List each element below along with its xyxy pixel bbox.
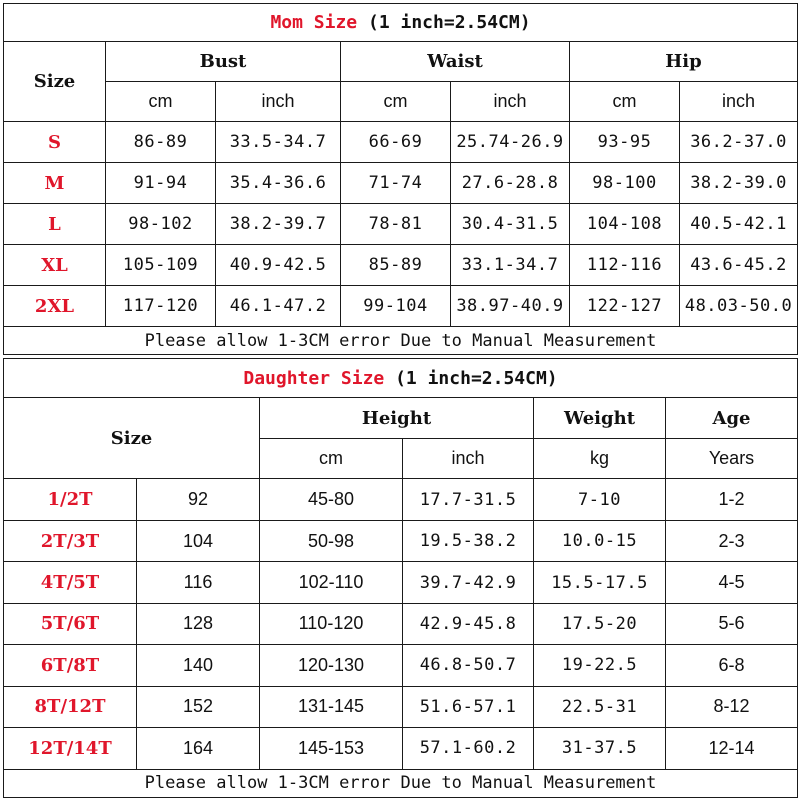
mom-unit-header: cm	[570, 82, 680, 122]
daughter-measurement-note: Please allow 1-3CM error Due to Manual Measurement	[4, 769, 798, 797]
table-cell: 2-3	[666, 520, 798, 561]
table-cell: 91-94	[106, 163, 216, 204]
table-cell: 164	[137, 728, 260, 769]
table-cell: 117-120	[106, 286, 216, 327]
daughter-size-table	[3, 358, 798, 798]
table-cell: 5-6	[666, 603, 798, 644]
table-cell: 102-110	[260, 562, 403, 603]
table-cell: 50-98	[260, 520, 403, 561]
daughter-size-label: 12T/14T	[4, 728, 137, 769]
daughter-size-label: 8T/12T	[4, 686, 137, 727]
table-cell: 92	[137, 479, 260, 520]
table-cell: 105-109	[106, 245, 216, 286]
daughter-size-header: Size	[4, 398, 260, 479]
daughter-conversion-note: (1 inch=2.54CM)	[384, 367, 558, 389]
table-cell: 57.1-60.2	[403, 728, 534, 769]
table-cell: 112-116	[570, 245, 680, 286]
mom-size-label: S	[4, 122, 106, 163]
table-cell: 99-104	[341, 286, 451, 327]
table-cell: 104	[137, 520, 260, 561]
table-cell: 36.2-37.0	[680, 122, 798, 163]
table-cell: 104-108	[570, 204, 680, 245]
table-cell: 7-10	[534, 479, 666, 520]
mom-conversion-note: (1 inch=2.54CM)	[357, 12, 531, 33]
table-cell: 116	[137, 562, 260, 603]
table-cell: 78-81	[341, 204, 451, 245]
table-cell: 25.74-26.9	[451, 122, 570, 163]
mom-hip-header: Hip	[570, 42, 798, 82]
table-cell: 40.5-42.1	[680, 204, 798, 245]
table-cell: 22.5-31	[534, 686, 666, 727]
table-cell: 12-14	[666, 728, 798, 769]
daughter-height-header: Height	[260, 398, 534, 438]
table-cell: 19-22.5	[534, 645, 666, 686]
table-cell: 46.8-50.7	[403, 645, 534, 686]
daughter-table-row	[4, 562, 798, 603]
table-cell: 38.2-39.0	[680, 163, 798, 204]
table-cell: 98-102	[106, 204, 216, 245]
mom-bust-header: Bust	[106, 42, 341, 82]
mom-title-cell	[4, 4, 798, 42]
table-cell: 110-120	[260, 603, 403, 644]
daughter-size-label: 5T/6T	[4, 603, 137, 644]
table-cell: 46.1-47.2	[216, 286, 341, 327]
daughter-title-cell	[4, 359, 798, 398]
daughter-title: Daughter Size	[243, 367, 385, 389]
table-cell: 30.4-31.5	[451, 204, 570, 245]
table-cell: 122-127	[570, 286, 680, 327]
table-cell: 120-130	[260, 645, 403, 686]
daughter-unit-header: kg	[534, 438, 666, 478]
daughter-unit-header: inch	[403, 438, 534, 478]
table-cell: 98-100	[570, 163, 680, 204]
daughter-table-row	[4, 520, 798, 561]
table-cell: 93-95	[570, 122, 680, 163]
mom-unit-header: cm	[106, 82, 216, 122]
table-cell: 8-12	[666, 686, 798, 727]
mom-size-label: L	[4, 204, 106, 245]
mom-table-row	[4, 245, 798, 286]
daughter-size-label: 6T/8T	[4, 645, 137, 686]
daughter-size-label: 2T/3T	[4, 520, 137, 561]
table-cell: 48.03-50.0	[680, 286, 798, 327]
table-cell: 17.5-20	[534, 603, 666, 644]
daughter-size-label: 1/2T	[4, 479, 137, 520]
mom-waist-header: Waist	[341, 42, 570, 82]
mom-size-label: M	[4, 163, 106, 204]
table-cell: 38.2-39.7	[216, 204, 341, 245]
table-cell: 4-5	[666, 562, 798, 603]
table-cell: 1-2	[666, 479, 798, 520]
table-cell: 15.5-17.5	[534, 562, 666, 603]
table-cell: 38.97-40.9	[451, 286, 570, 327]
mom-size-header: Size	[4, 42, 106, 122]
table-cell: 43.6-45.2	[680, 245, 798, 286]
table-cell: 45-80	[260, 479, 403, 520]
mom-unit-header: cm	[341, 82, 451, 122]
table-cell: 128	[137, 603, 260, 644]
table-cell: 51.6-57.1	[403, 686, 534, 727]
table-cell: 39.7-42.9	[403, 562, 534, 603]
table-cell: 17.7-31.5	[403, 479, 534, 520]
mom-unit-header: inch	[216, 82, 341, 122]
daughter-table-row	[4, 645, 798, 686]
daughter-unit-header: cm	[260, 438, 403, 478]
table-cell: 145-153	[260, 728, 403, 769]
table-cell: 131-145	[260, 686, 403, 727]
mom-size-table	[3, 3, 798, 355]
mom-table-row	[4, 286, 798, 327]
daughter-age-header: Age	[666, 398, 798, 438]
table-cell: 152	[137, 686, 260, 727]
mom-measurement-note: Please allow 1-3CM error Due to Manual Measurement	[4, 327, 798, 355]
mom-table-row	[4, 204, 798, 245]
table-cell: 31-37.5	[534, 728, 666, 769]
mom-table-row	[4, 122, 798, 163]
table-cell: 6-8	[666, 645, 798, 686]
mom-title: Mom Size	[270, 12, 358, 33]
mom-unit-header: inch	[451, 82, 570, 122]
table-cell: 71-74	[341, 163, 451, 204]
table-cell: 66-69	[341, 122, 451, 163]
mom-size-label: 2XL	[4, 286, 106, 327]
mom-size-label: XL	[4, 245, 106, 286]
table-cell: 86-89	[106, 122, 216, 163]
table-cell: 33.5-34.7	[216, 122, 341, 163]
daughter-table-row	[4, 728, 798, 769]
daughter-unit-header: Years	[666, 438, 798, 478]
daughter-table-row	[4, 686, 798, 727]
table-cell: 85-89	[341, 245, 451, 286]
table-cell: 140	[137, 645, 260, 686]
table-cell: 27.6-28.8	[451, 163, 570, 204]
table-cell: 33.1-34.7	[451, 245, 570, 286]
table-cell: 10.0-15	[534, 520, 666, 561]
table-cell: 42.9-45.8	[403, 603, 534, 644]
mom-table-row	[4, 163, 798, 204]
table-cell: 35.4-36.6	[216, 163, 341, 204]
mom-unit-header: inch	[680, 82, 798, 122]
daughter-weight-header: Weight	[534, 398, 666, 438]
daughter-table-row	[4, 603, 798, 644]
daughter-size-label: 4T/5T	[4, 562, 137, 603]
daughter-table-row	[4, 479, 798, 520]
table-cell: 40.9-42.5	[216, 245, 341, 286]
table-cell: 19.5-38.2	[403, 520, 534, 561]
